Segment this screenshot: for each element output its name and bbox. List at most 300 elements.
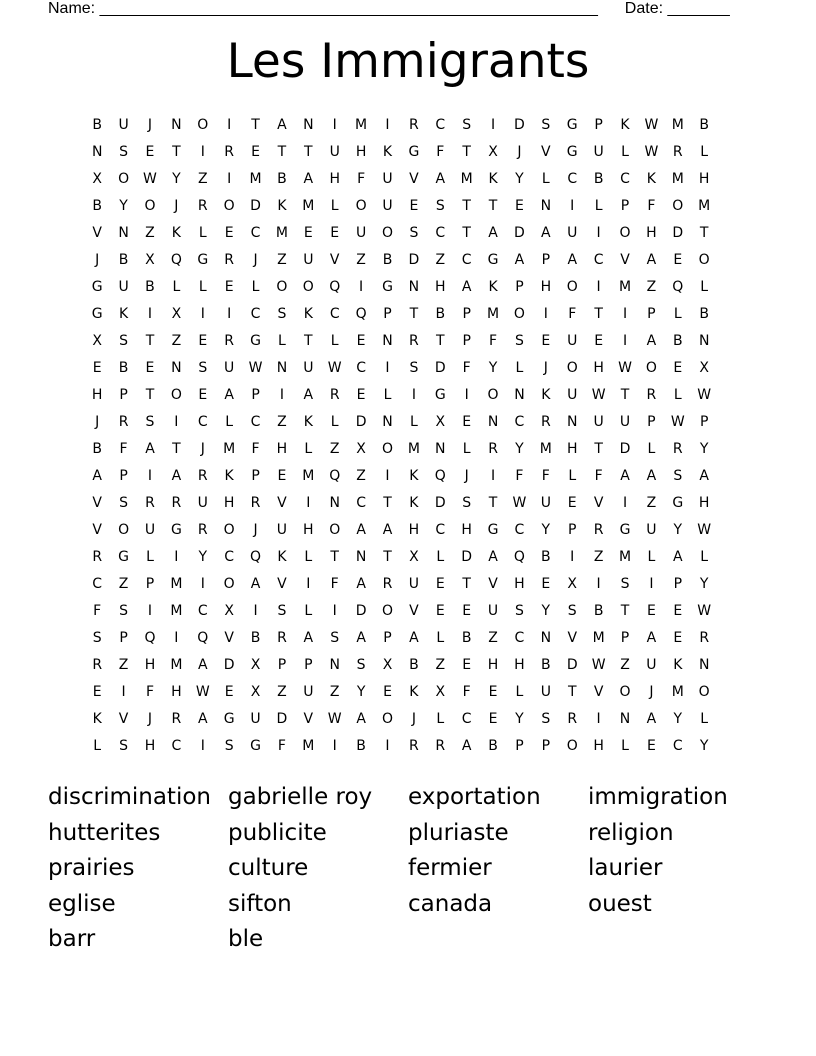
grid-letter: U <box>408 576 419 592</box>
grid-letter: Z <box>646 279 657 295</box>
grid-letter: C <box>620 171 630 187</box>
grid-letter: J <box>464 468 469 484</box>
grid-letter: W <box>327 711 342 727</box>
grid-letter: S <box>277 603 287 619</box>
grid-row <box>84 517 717 544</box>
grid-letter: S <box>119 603 129 619</box>
grid-letter: L <box>673 387 682 403</box>
grid-letter: I <box>385 738 390 754</box>
grid-row <box>84 598 717 625</box>
grid-letter: K <box>303 306 313 322</box>
grid-letter: U <box>303 252 314 268</box>
grid-letter: T <box>277 144 287 160</box>
grid-letter: T <box>620 603 630 619</box>
grid-letter: I <box>227 117 232 133</box>
grid-letter: A <box>435 171 446 187</box>
grid-letter: U <box>646 522 657 538</box>
grid-letter: C <box>197 603 208 619</box>
grid-letter: L <box>251 279 260 295</box>
grid-letter: B <box>593 171 604 187</box>
grid-letter: D <box>514 225 525 241</box>
grid-letter: B <box>488 738 498 754</box>
grid-letter: J <box>649 684 654 700</box>
grid-letter: X <box>224 603 234 619</box>
grid-letter: B <box>461 630 472 646</box>
grid-letter: S <box>330 630 340 646</box>
grid-letter: Z <box>329 684 340 700</box>
grid-letter: A <box>409 630 419 646</box>
grid-letter: P <box>462 306 471 322</box>
grid-letter: E <box>330 225 340 241</box>
grid-letter: N <box>566 414 578 430</box>
grid-letter: L <box>330 333 339 349</box>
grid-letter: A <box>356 522 366 538</box>
grid-letter: K <box>277 198 287 214</box>
grid-letter: L <box>594 198 603 214</box>
grid-letter: M <box>618 279 632 295</box>
grid-letter: Q <box>329 468 341 484</box>
grid-letter: R <box>250 495 261 511</box>
grid-letter: P <box>251 468 260 484</box>
grid-letter: K <box>673 657 683 673</box>
grid-letter: B <box>118 360 129 376</box>
grid-letter: T <box>383 549 392 565</box>
grid-letter: X <box>382 657 393 673</box>
grid-letter: H <box>540 279 552 295</box>
grid-letter: E <box>541 576 551 592</box>
grid-letter: S <box>462 495 472 511</box>
grid-letter: I <box>200 144 205 160</box>
grid-letter: F <box>594 468 603 484</box>
grid-letter: P <box>594 117 603 133</box>
grid-letter: P <box>568 522 577 538</box>
grid-letter: I <box>121 684 126 700</box>
grid-letter: B <box>356 738 366 754</box>
grid-letter: D <box>250 198 261 214</box>
grid-letter: L <box>647 549 656 565</box>
grid-letter: F <box>251 441 260 457</box>
grid-letter: I <box>174 630 179 646</box>
grid-letter: V <box>303 711 314 727</box>
grid-row <box>84 301 717 328</box>
grid-letter: U <box>303 360 314 376</box>
grid-letter: A <box>699 468 709 484</box>
grid-letter: L <box>673 306 682 322</box>
grid-letter: A <box>145 441 155 457</box>
grid-row <box>84 274 717 301</box>
grid-letter: B <box>541 549 551 565</box>
grid-letter: F <box>515 468 524 484</box>
grid-letter: M <box>249 171 262 187</box>
grid-letter: C <box>514 522 525 538</box>
grid-letter: S <box>515 333 524 349</box>
grid-letter: Z <box>435 252 446 268</box>
grid-letter: S <box>119 144 129 160</box>
grid-letter: I <box>174 414 179 430</box>
grid-letter: I <box>570 549 575 565</box>
grid-letter: R <box>672 144 683 160</box>
grid-letter: L <box>621 144 629 160</box>
word-bank-item: fermier <box>408 855 492 881</box>
grid-letter: O <box>223 576 235 592</box>
grid-letter: I <box>596 225 601 241</box>
grid-letter: U <box>144 522 156 538</box>
grid-letter: N <box>698 333 710 349</box>
grid-letter: P <box>383 630 392 646</box>
grid-letter: U <box>540 684 551 700</box>
grid-letter: R <box>593 522 604 538</box>
grid-letter: N <box>91 144 103 160</box>
grid-letter: C <box>435 522 446 538</box>
grid-letter: U <box>276 522 288 538</box>
grid-letter: O <box>566 279 578 295</box>
grid-letter: B <box>593 603 604 619</box>
grid-letter: N <box>435 441 446 457</box>
grid-letter: Y <box>673 522 683 538</box>
grid-letter: S <box>620 576 630 592</box>
grid-letter: Q <box>355 306 367 322</box>
grid-letter: H <box>566 441 578 457</box>
grid-letter: H <box>435 279 446 295</box>
grid-letter: C <box>356 360 366 376</box>
grid-letter: C <box>250 306 261 322</box>
grid-letter: B <box>699 117 709 133</box>
grid-letter: Q <box>513 549 525 565</box>
grid-letter: P <box>119 630 128 646</box>
grid-letter: N <box>276 360 288 376</box>
grid-letter: E <box>145 144 155 160</box>
grid-letter: Q <box>170 252 182 268</box>
grid-letter: V <box>541 144 551 160</box>
grid-letter: R <box>488 441 498 457</box>
grid-letter: H <box>329 171 340 187</box>
grid-letter: T <box>145 333 155 349</box>
grid-letter: V <box>620 252 630 268</box>
grid-letter: Q <box>434 468 446 484</box>
grid-letter: M <box>618 549 632 565</box>
grid-letter: R <box>92 657 103 673</box>
grid-letter: O <box>566 360 578 376</box>
grid-letter: Y <box>488 360 498 376</box>
grid-row <box>84 166 717 193</box>
grid-letter: I <box>147 306 153 322</box>
grid-letter: D <box>461 549 473 565</box>
grid-letter: R <box>409 738 419 754</box>
grid-letter: L <box>700 549 709 565</box>
grid-letter: V <box>567 630 578 646</box>
grid-letter: A <box>488 225 498 241</box>
grid-letter: N <box>487 414 499 430</box>
date-field-label: Date: _______ <box>624 0 730 17</box>
grid-letter: B <box>250 630 261 646</box>
grid-letter: C <box>461 711 472 727</box>
grid-letter: X <box>409 549 419 565</box>
grid-letter: S <box>224 738 234 754</box>
grid-letter: P <box>673 576 683 592</box>
grid-letter: T <box>594 441 603 457</box>
grid-letter: E <box>224 684 234 700</box>
grid-letter: Z <box>277 252 287 268</box>
grid-letter: R <box>540 414 551 430</box>
grid-letter: D <box>355 603 367 619</box>
grid-letter: F <box>330 576 339 592</box>
grid-letter: S <box>92 630 102 646</box>
grid-letter: D <box>434 495 446 511</box>
grid-letter: Y <box>172 171 181 187</box>
grid-row <box>84 139 717 166</box>
grid-letter: L <box>621 738 629 754</box>
grid-letter: A <box>92 468 102 484</box>
grid-letter: V <box>329 252 340 268</box>
grid-letter: P <box>647 414 656 430</box>
grid-letter: O <box>302 279 314 295</box>
grid-letter: Y <box>541 603 551 619</box>
grid-letter: N <box>408 279 420 295</box>
grid-letter: E <box>251 144 260 160</box>
grid-letter: H <box>514 657 525 673</box>
word-bank-item: immigration <box>588 784 728 810</box>
grid-letter: P <box>647 306 656 322</box>
word-bank-item: exportation <box>408 784 541 810</box>
grid-letter: W <box>697 387 712 403</box>
grid-letter: H <box>144 738 156 754</box>
grid-letter: A <box>461 279 472 295</box>
grid-letter: O <box>381 711 393 727</box>
grid-letter: S <box>356 657 366 673</box>
grid-letter: G <box>619 522 631 538</box>
grid-letter: I <box>279 387 284 403</box>
grid-letter: R <box>92 549 103 565</box>
grid-letter: Z <box>329 441 340 457</box>
grid-letter: T <box>462 198 471 214</box>
grid-letter: M <box>302 468 315 484</box>
grid-letter: T <box>435 333 445 349</box>
grid-letter: D <box>355 414 367 430</box>
grid-letter: A <box>303 387 314 403</box>
grid-letter: Y <box>673 711 683 727</box>
grid-letter: K <box>541 387 551 403</box>
grid-letter: X <box>699 360 709 376</box>
grid-letter: G <box>223 711 235 727</box>
grid-letter: O <box>513 306 525 322</box>
grid-letter: S <box>119 738 129 754</box>
grid-letter: G <box>434 387 446 403</box>
grid-letter: M <box>487 306 500 322</box>
grid-letter: D <box>619 441 631 457</box>
grid-letter: H <box>91 387 103 403</box>
grid-letter: W <box>670 414 685 430</box>
grid-letter: I <box>649 576 654 592</box>
grid-letter: F <box>436 144 445 160</box>
grid-letter: E <box>462 414 472 430</box>
grid-letter: J <box>253 522 258 538</box>
grid-row <box>84 571 717 598</box>
grid-letter: U <box>567 225 578 241</box>
grid-letter: S <box>541 117 551 133</box>
grid-letter: U <box>382 171 393 187</box>
grid-letter: P <box>515 279 524 295</box>
grid-letter: F <box>357 171 366 187</box>
grid-letter: Z <box>171 333 182 349</box>
grid-letter: M <box>355 117 368 133</box>
grid-letter: H <box>355 144 367 160</box>
grid-letter: E <box>646 603 656 619</box>
grid-letter: T <box>304 144 313 160</box>
grid-letter: A <box>646 711 657 727</box>
grid-letter: E <box>303 225 313 241</box>
grid-letter: U <box>619 414 631 430</box>
grid-letter: B <box>92 117 102 133</box>
grid-letter: W <box>248 360 263 376</box>
grid-letter: J <box>147 711 153 727</box>
grid-letter: N <box>355 549 367 565</box>
grid-letter: W <box>644 144 659 160</box>
grid-letter: I <box>253 603 258 619</box>
word-search-grid <box>84 112 717 760</box>
grid-letter: S <box>145 414 155 430</box>
grid-letter: H <box>303 522 314 538</box>
grid-letter: N <box>698 657 710 673</box>
grid-letter: N <box>619 711 631 727</box>
grid-letter: E <box>435 603 445 619</box>
grid-letter: I <box>332 738 337 754</box>
grid-letter: K <box>382 144 393 160</box>
grid-letter: N <box>329 657 340 673</box>
grid-letter: A <box>303 630 314 646</box>
grid-letter: L <box>436 630 445 646</box>
grid-letter: Y <box>515 441 524 457</box>
grid-letter: I <box>543 306 548 322</box>
grid-letter: B <box>145 279 155 295</box>
grid-letter: O <box>118 171 130 187</box>
grid-letter: I <box>570 198 575 214</box>
grid-letter: I <box>332 603 337 619</box>
grid-letter: A <box>356 576 366 592</box>
grid-letter: W <box>591 387 606 403</box>
grid-letter: F <box>277 738 286 754</box>
grid-letter: E <box>92 684 102 700</box>
grid-letter: M <box>170 576 183 592</box>
grid-letter: T <box>488 495 498 511</box>
grid-letter: L <box>93 738 102 754</box>
grid-letter: K <box>646 171 656 187</box>
grid-letter: L <box>436 711 445 727</box>
grid-letter: J <box>200 441 205 457</box>
grid-letter: Y <box>356 684 366 700</box>
header <box>48 0 748 20</box>
grid-letter: M <box>275 225 288 241</box>
grid-letter: T <box>409 306 419 322</box>
grid-letter: B <box>541 657 551 673</box>
grid-letter: D <box>276 711 288 727</box>
grid-letter: C <box>329 306 340 322</box>
grid-letter: L <box>330 414 339 430</box>
grid-letter: T <box>488 198 498 214</box>
word-bank-item: barr <box>48 926 96 952</box>
grid-letter: L <box>700 711 709 727</box>
grid-letter: I <box>622 495 628 511</box>
grid-letter: G <box>250 738 261 754</box>
grid-letter: J <box>253 252 258 268</box>
name-field-label: Name: ________________________________________________________ <box>48 0 598 17</box>
grid-letter: S <box>435 198 445 214</box>
grid-letter: G <box>91 306 103 322</box>
grid-letter: B <box>277 171 287 187</box>
grid-row <box>84 247 717 274</box>
grid-letter: G <box>566 117 578 133</box>
grid-letter: L <box>515 360 524 376</box>
grid-letter: F <box>93 603 102 619</box>
grid-letter: S <box>119 333 129 349</box>
page-title: Les Immigrants <box>226 34 590 89</box>
grid-letter: E <box>646 738 656 754</box>
grid-letter: I <box>622 306 628 322</box>
grid-letter: O <box>381 441 393 457</box>
grid-letter: J <box>95 252 100 268</box>
grid-letter: P <box>383 306 392 322</box>
grid-letter: T <box>567 684 577 700</box>
grid-letter: E <box>673 360 683 376</box>
grid-letter: P <box>251 387 260 403</box>
grid-letter: P <box>277 657 287 673</box>
grid-letter: F <box>462 360 471 376</box>
grid-letter: G <box>250 333 261 349</box>
grid-letter: B <box>435 306 446 322</box>
grid-letter: L <box>647 441 656 457</box>
grid-letter: R <box>329 387 340 403</box>
grid-letter: H <box>698 495 710 511</box>
grid-letter: C <box>92 576 103 592</box>
grid-letter: A <box>197 657 208 673</box>
grid-letter: I <box>464 387 469 403</box>
grid-letter: N <box>171 117 182 133</box>
grid-letter: C <box>672 738 683 754</box>
grid-letter: E <box>567 495 577 511</box>
grid-letter: K <box>409 495 419 511</box>
grid-row <box>84 220 717 247</box>
grid-letter: Y <box>515 711 524 727</box>
grid-letter: G <box>170 522 182 538</box>
grid-letter: R <box>699 630 710 646</box>
grid-letter: P <box>462 333 471 349</box>
grid-letter: M <box>302 198 315 214</box>
grid-letter: R <box>171 495 182 511</box>
grid-letter: S <box>462 117 472 133</box>
grid-letter: R <box>382 576 393 592</box>
grid-letter: L <box>172 279 181 295</box>
grid-row <box>84 328 717 355</box>
grid-row <box>84 355 717 382</box>
grid-letter: O <box>698 684 710 700</box>
grid-row <box>84 382 717 409</box>
grid-letter: S <box>119 495 129 511</box>
grid-letter: I <box>147 468 153 484</box>
grid-letter: L <box>436 549 445 565</box>
grid-letter: F <box>119 441 128 457</box>
grid-letter: R <box>277 630 287 646</box>
grid-letter: V <box>92 522 102 538</box>
grid-letter: A <box>277 117 287 133</box>
grid-letter: R <box>224 252 235 268</box>
grid-letter: C <box>567 171 578 187</box>
grid-letter: R <box>224 333 235 349</box>
grid-letter: L <box>515 684 524 700</box>
grid-letter: K <box>277 549 287 565</box>
grid-letter: E <box>277 468 287 484</box>
grid-letter: U <box>567 333 578 349</box>
grid-letter: P <box>119 387 128 403</box>
grid-letter: H <box>698 171 710 187</box>
